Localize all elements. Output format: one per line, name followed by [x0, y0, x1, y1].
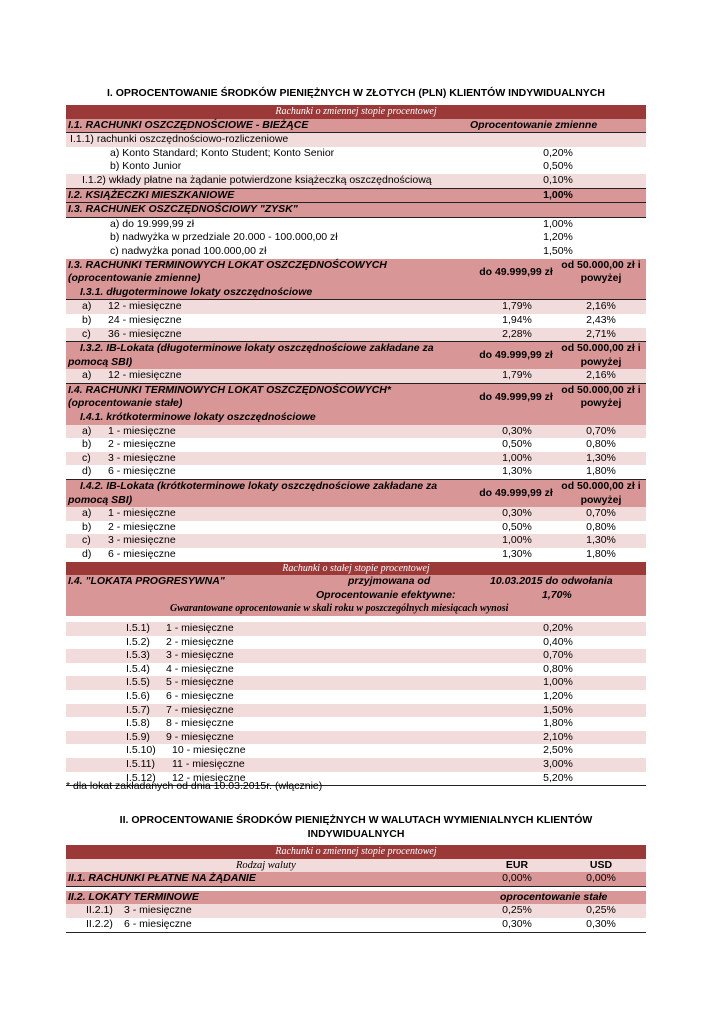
ib-short-row	[66, 521, 646, 535]
ib-short-col2: od 50.000,00 zł i powyżej	[561, 480, 641, 506]
fx-term-eur: 0,25%	[502, 904, 532, 917]
fx-term-usd: 0,30%	[586, 917, 616, 930]
progressive-value: 0,40%	[543, 635, 573, 648]
row-letter: a)	[82, 369, 92, 382]
row-letter: a)	[82, 424, 92, 437]
term-fixed-row	[66, 452, 646, 466]
zysk-row-value: 1,50%	[543, 244, 573, 257]
ib-short-row	[66, 548, 646, 562]
ib-long-header	[66, 342, 646, 369]
row-value-2: 1,30%	[586, 534, 616, 547]
ib-long-title: I.3.2. IB-Lokata (długoterminowe lokaty oszczędnościowe zakładane za pomocą SBI)	[68, 342, 434, 368]
term-fixed-col1: do 49.999,99 zł	[479, 390, 553, 403]
row-value-2: 0,80%	[586, 438, 616, 451]
fx-term-label: 3 - miesięczne	[124, 904, 192, 917]
row-label: 6 - miesięczne	[108, 465, 176, 478]
progressive-code: I.5.9)	[126, 730, 150, 743]
row-value-1: 1,00%	[502, 451, 532, 464]
progressive-value: 1,80%	[543, 717, 573, 730]
term-variable-col2: od 50.000,00 zł i powyżej	[561, 258, 641, 285]
term-variable-col1: do 49.999,99 zł	[479, 265, 553, 278]
term-variable-row	[66, 328, 646, 343]
ib-short-header	[66, 480, 646, 507]
term-fixed-sub: I.4.1. krótkoterminowe lokaty oszczędnościowe	[80, 411, 316, 424]
savings-sub2-label: I.1.2) wkłady płatne na żądanie potwierdzone książeczką oszczędnościową	[82, 173, 432, 186]
progressive-accepted-label: przyjmowana od	[348, 575, 431, 588]
zysk-row-value: 1,20%	[543, 231, 573, 244]
progressive-code: I.5.2)	[126, 635, 150, 648]
progressive-label: 3 - miesięczne	[166, 649, 234, 662]
housing-row	[66, 189, 646, 204]
progressive-label: 6 - miesięczne	[166, 689, 234, 702]
row-letter: d)	[82, 465, 92, 478]
section-2-title-line1: II. OPROCENTOWANIE ŚRODKÓW PIENIĘŻNYCH W WALUTACH WYMIENIALNYCH KLIENTÓW	[119, 814, 593, 826]
savings-b-row	[66, 160, 646, 174]
progressive-rows	[66, 622, 646, 786]
row-label: 12 - miesięczne	[108, 369, 182, 382]
section-1-title: I. OPROCENTOWANIE ŚRODKÓW PIENIĘŻNYCH W ZŁOTYCH (PLN) KLIENTÓW INDYWIDUALNYCH	[107, 87, 605, 99]
row-label: 3 - miesięczne	[108, 534, 176, 547]
progressive-code: I.5.5)	[126, 676, 150, 689]
row-label: 12 - miesięczne	[108, 300, 182, 313]
progressive-code: I.5.11)	[126, 757, 155, 770]
progressive-row	[66, 676, 646, 690]
zysk-row	[66, 218, 646, 232]
term-variable-row	[66, 314, 646, 328]
zysk-row	[66, 245, 646, 259]
progressive-label: 12 - miesięczne	[172, 771, 246, 784]
term-fixed-row	[66, 465, 646, 480]
row-value-1: 1,94%	[502, 313, 532, 326]
savings-a-row	[66, 147, 646, 161]
row-letter: c)	[82, 327, 91, 340]
progressive-label: 2 - miesięczne	[166, 635, 234, 648]
row-label: 2 - miesięczne	[108, 520, 176, 533]
fx-rates-table	[66, 845, 646, 933]
progressive-effective-value: 1,70%	[542, 588, 572, 601]
savings-a-label: a) Konto Standard; Konto Student; Konto Senior	[110, 146, 335, 159]
fx-term-rate-label: oprocentowanie stałe	[500, 890, 608, 903]
fx-term-code: II.2.2)	[86, 917, 113, 930]
zysk-header-row	[66, 203, 646, 218]
fx-term-row	[66, 904, 646, 918]
progressive-code: I.5.6)	[126, 689, 150, 702]
row-letter: b)	[82, 313, 92, 326]
term-variable-title1: I.3. RACHUNKI TERMINOWYCH LOKAT OSZCZĘDNOŚCOWYCH	[68, 258, 387, 271]
row-letter: b)	[82, 438, 92, 451]
progressive-code: I.5.3)	[126, 649, 150, 662]
progressive-code: I.5.4)	[126, 662, 150, 675]
progressive-value: 0,70%	[543, 649, 573, 662]
savings-b-label: b) Konto Junior	[110, 160, 182, 173]
term-variable-sub: I.3.1. długoterminowe lokaty oszczędnościowe	[80, 285, 313, 298]
progressive-row	[66, 636, 646, 650]
row-value-2: 0,70%	[586, 507, 616, 520]
progressive-row	[66, 622, 646, 636]
fx-term-label: 6 - miesięczne	[124, 917, 192, 930]
row-value-1: 1,30%	[502, 548, 532, 561]
row-value-2: 0,80%	[586, 520, 616, 533]
progressive-row	[66, 731, 646, 745]
row-value-2: 1,80%	[586, 548, 616, 561]
row-label: 1 - miesięczne	[108, 424, 176, 437]
progressive-label: 10 - miesięczne	[172, 744, 246, 757]
term-fixed-row	[66, 425, 646, 439]
fx-demand-eur: 0,00%	[502, 872, 532, 885]
housing-value: 1,00%	[543, 188, 573, 201]
ib-long-col2: od 50.000,00 zł i powyżej	[561, 342, 641, 368]
progressive-code: I.5.10)	[126, 744, 156, 757]
row-value-2: 1,80%	[586, 465, 616, 478]
term-fixed-col2: od 50.000,00 zł i powyżej	[561, 383, 641, 410]
row-label: 24 - miesięczne	[108, 313, 182, 326]
progressive-label: 8 - miesięczne	[166, 717, 234, 730]
row-label: 3 - miesięczne	[108, 451, 176, 464]
row-value-1: 1,79%	[502, 300, 532, 313]
savings-sub2-row	[66, 174, 646, 189]
term-fixed-title1: I.4. RACHUNKI TERMINOWYCH LOKAT OSZCZĘDNOŚCOWYCH*	[68, 383, 391, 396]
row-value-2: 2,16%	[586, 300, 616, 313]
progressive-row	[66, 704, 646, 718]
section-2-title-line2: INDYWIDUALNYCH	[307, 828, 405, 840]
row-value-1: 1,30%	[502, 465, 532, 478]
row-value-1: 0,50%	[502, 520, 532, 533]
fx-demand-row	[66, 872, 646, 887]
term-fixed-header	[66, 384, 646, 425]
progressive-title: I.4. "LOKATA PROGRESYWNA"	[68, 575, 225, 588]
progressive-row	[66, 744, 646, 758]
row-value-1: 2,28%	[502, 327, 532, 340]
row-value-1: 0,30%	[502, 424, 532, 437]
ib-short-col1: do 49.999,99 zł	[479, 487, 553, 500]
progressive-value: 3,00%	[543, 757, 573, 770]
progressive-label: 11 - miesięczne	[172, 757, 245, 770]
progressive-row	[66, 717, 646, 731]
row-label: 2 - miesięczne	[108, 438, 176, 451]
zysk-row-label: b) nadwyżka w przedziale 20.000 - 100.000,00 zł	[110, 231, 338, 244]
progressive-label: 1 - miesięczne	[166, 622, 234, 634]
progressive-value: 5,20%	[543, 771, 573, 784]
savings-b-value: 0,50%	[543, 160, 573, 173]
progressive-row	[66, 690, 646, 704]
row-value-2: 2,71%	[586, 327, 616, 340]
ib-short-title: I.4.2. IB-Lokata (krótkoterminowe lokaty oszczędnościowe zakładane za pomocą SBI)	[68, 480, 438, 506]
ib-short-row	[66, 534, 646, 548]
fx-usd-header: USD	[589, 858, 613, 871]
progressive-value: 0,80%	[543, 662, 573, 675]
row-letter: a)	[82, 507, 92, 520]
progressive-value: 2,10%	[543, 730, 573, 743]
variable-rate-header: Rachunki o zmiennej stopie procentowej	[66, 105, 646, 119]
fx-term-eur: 0,30%	[502, 917, 532, 930]
ib-long-col1: do 49.999,99 zł	[479, 349, 553, 362]
progressive-label: 7 - miesięczne	[166, 703, 234, 716]
fx-term-row	[66, 918, 646, 933]
progressive-label: 5 - miesięczne	[166, 676, 234, 689]
progressive-value: 1,00%	[543, 676, 573, 689]
row-label: 6 - miesięczne	[108, 548, 176, 561]
zysk-row-label: c) nadwyżka ponad 100.000,00 zł	[110, 244, 267, 257]
term-fixed-title2: (oprocentowanie stałe)	[68, 397, 183, 410]
row-value-2: 2,16%	[586, 369, 616, 382]
row-value-1: 0,30%	[502, 507, 532, 520]
progressive-code: I.5.12)	[126, 771, 156, 784]
row-value-1: 1,00%	[502, 534, 532, 547]
ib-long-row	[66, 369, 646, 384]
variable-rate-label: Oprocentowanie zmienne	[470, 118, 598, 131]
row-letter: b)	[82, 520, 92, 533]
progressive-value: 2,50%	[543, 744, 573, 757]
row-value-2: 1,30%	[586, 451, 616, 464]
row-letter: c)	[82, 534, 91, 547]
progressive-code: I.5.7)	[126, 703, 150, 716]
progressive-value: 0,20%	[543, 622, 573, 634]
progressive-row	[66, 649, 646, 663]
fx-term-title: II.2. LOKATY TERMINOWE	[68, 890, 199, 903]
savings-header-row	[66, 119, 646, 134]
ib-short-row	[66, 507, 646, 521]
progressive-code: I.5.1)	[126, 622, 150, 634]
footnote: * dla lokat zakładanych od dnia 10.03.2015r. (włącznie)	[66, 780, 323, 792]
fx-term-usd: 0,25%	[586, 904, 616, 917]
zysk-row-value: 1,00%	[543, 217, 573, 230]
term-variable-header	[66, 259, 646, 301]
progressive-value: 1,20%	[543, 689, 573, 702]
progressive-effective-label: Oprocentowanie efektywne:	[316, 588, 456, 601]
progressive-label: 4 - miesięczne	[166, 662, 234, 675]
progressive-guarantee-row	[66, 602, 646, 616]
zysk-title: I.3. RACHUNEK OSZCZĘDNOŚCIOWY "ZYSK"	[68, 203, 298, 216]
housing-title: I.2. KSIĄŻECZKI MIESZKANIOWE	[68, 188, 235, 201]
row-label: 36 - miesięczne	[108, 327, 182, 340]
fx-currency-label: Rodzaj waluty	[236, 859, 296, 871]
savings-a-value: 0,20%	[543, 146, 573, 159]
progressive-accepted-value: 10.03.2015 do odwołania	[490, 575, 613, 588]
fx-eur-header: EUR	[505, 858, 529, 871]
row-value-1: 1,79%	[502, 369, 532, 382]
progressive-row	[66, 758, 646, 772]
row-value-1: 0,50%	[502, 438, 532, 451]
fx-term-code: II.2.1)	[86, 904, 113, 917]
fx-demand-title: II.1. RACHUNKI PŁATNE NA ŻĄDANIE	[68, 872, 256, 885]
row-letter: a)	[82, 300, 92, 313]
row-value-2: 2,43%	[586, 313, 616, 326]
progressive-label: 9 - miesięczne	[166, 730, 234, 743]
savings-sub1-label: I.1.1) rachunki oszczędnościowo-rozliczeniowe	[70, 133, 289, 146]
progressive-code: I.5.8)	[126, 717, 150, 730]
pln-rates-table	[66, 105, 646, 786]
progressive-header	[66, 575, 646, 602]
zysk-row	[66, 231, 646, 245]
fixed-rate-header: Rachunki o stałej stopie procentowej	[66, 562, 646, 576]
term-variable-title2: (oprocentowanie zmienne)	[68, 272, 201, 285]
zysk-row-label: a) do 19.999,99 zł	[110, 217, 195, 230]
savings-sub2-value: 0,10%	[543, 173, 573, 186]
fx-variable-header: Rachunki o zmiennej stopie procentowej	[66, 845, 646, 859]
progressive-guarantee-text: Gwarantowane oprocentowanie w skali roku w poszczególnych miesiącach wynosi	[170, 603, 509, 615]
savings-title: I.1. RACHUNKI OSZCZĘDNOŚCIOWE - BIEŻĄCE	[68, 118, 309, 131]
progressive-row	[66, 663, 646, 677]
progressive-value: 1,50%	[543, 703, 573, 716]
fx-demand-usd: 0,00%	[586, 872, 616, 885]
row-letter: d)	[82, 548, 92, 561]
savings-sub1-row	[66, 133, 646, 147]
term-variable-row	[66, 300, 646, 314]
row-label: 1 - miesięczne	[108, 507, 176, 520]
fx-term-header	[66, 891, 646, 905]
term-fixed-row	[66, 438, 646, 452]
row-value-2: 0,70%	[586, 424, 616, 437]
row-letter: c)	[82, 451, 91, 464]
fx-currency-row	[66, 859, 646, 873]
